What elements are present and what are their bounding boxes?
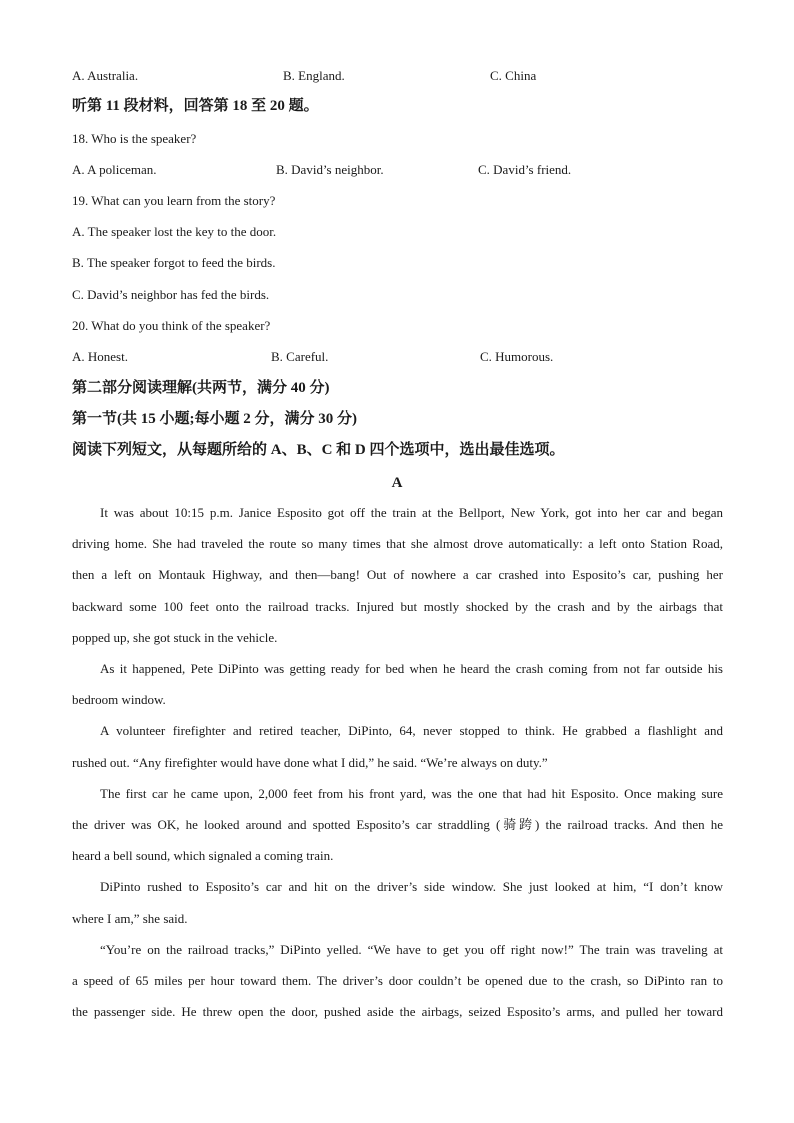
section11-heading: 听第 11 段材料，回答第 18 至 20 题。 <box>72 98 319 114</box>
passage-line: DiPinto rushed to Esposito’s car and hit on the driver’s side window. She just looked at him, “I don’t know <box>100 879 723 894</box>
passage-line: where I am,” she said. <box>72 911 188 926</box>
q20-question: 20. What do you think of the speaker? <box>72 318 271 333</box>
q19-option-c: C. David’s neighbor has fed the birds. <box>72 287 270 302</box>
part2-heading: 第二部分阅读理解(共两节，满分 40 分) <box>72 380 330 396</box>
section1-heading: 第一节(共 15 小题;每小题 2 分，满分 30 分) <box>72 411 357 427</box>
q18-option-b: B. David’s neighbor. <box>276 162 384 177</box>
passage-line: bedroom window. <box>72 692 166 707</box>
passage-line: driving home. She had traveled the route so many times that she almost drove automatically: a left onto Station Road, <box>72 536 723 551</box>
passage-line: heard a bell sound, which signaled a coming train. <box>72 848 334 863</box>
passage-line: the passenger side. He threw open the door, pushed aside the airbags, seized Esposito’s arms, and pulled her toward <box>72 1004 723 1019</box>
q18-options <box>72 162 724 178</box>
passage-line: a speed of 65 miles per hour toward them. The driver’s door couldn’t be opened due to the crash, so DiPinto ran to <box>72 973 723 988</box>
q20-options <box>72 349 724 365</box>
q19-option-a: A. The speaker lost the key to the door. <box>72 224 277 239</box>
q18-option-c: C. David’s friend. <box>478 162 572 177</box>
q17-option-a: A. Australia. <box>72 68 139 83</box>
q17-option-b: B. England. <box>283 68 345 83</box>
passage-line: backward some 100 feet onto the railroad tracks. Injured but mostly shocked by the crash and by the airbags that <box>72 599 723 614</box>
passage-line: A volunteer firefighter and retired teacher, DiPinto, 64, never stopped to think. He grabbed a flashlight and <box>100 723 723 738</box>
q18-question: 18. Who is the speaker? <box>72 131 197 146</box>
passage-line: rushed out. “Any firefighter would have done what I did,” he said. “We’re always on duty.” <box>72 755 548 770</box>
q17-option-c: C. China <box>490 68 537 83</box>
passage-line: “You’re on the railroad tracks,” DiPinto yelled. “We have to get you off right now!” The train was traveling at <box>100 942 723 957</box>
q20-option-b: B. Careful. <box>271 349 329 364</box>
q19-option-b: B. The speaker forgot to feed the birds. <box>72 255 276 270</box>
q18-option-a: A. A policeman. <box>72 162 157 177</box>
passage-line: popped up, she got stuck in the vehicle. <box>72 630 278 645</box>
passage-line: then a left on Montauk Highway, and then—bang! Out of nowhere a car crashed into Esposito’s car, pushing her <box>72 567 723 582</box>
instructions: 阅读下列短文，从每题所给的 A、B、C 和 D 四个选项中，选出最佳选项。 <box>72 442 565 458</box>
q17-options <box>72 68 724 84</box>
q19-question: 19. What can you learn from the story? <box>72 193 276 208</box>
passage-line: As it happened, Pete DiPinto was getting ready for bed when he heard the crash coming from not far outside his <box>100 661 723 676</box>
passage-line: The first car he came upon, 2,000 feet from his front yard, was the one that had hit Esposito. Once making sure <box>100 786 723 801</box>
passage-title: A <box>391 475 403 491</box>
passage-line: the driver was OK, he looked around and spotted Esposito’s car straddling (骑跨) the railroad tracks. And then he <box>72 817 723 832</box>
passage-line: It was about 10:15 p.m. Janice Esposito got off the train at the Bellport, New York, got into her car and began <box>100 505 723 520</box>
q20-option-c: C. Humorous. <box>480 349 554 364</box>
q20-option-a: A. Honest. <box>72 349 128 364</box>
